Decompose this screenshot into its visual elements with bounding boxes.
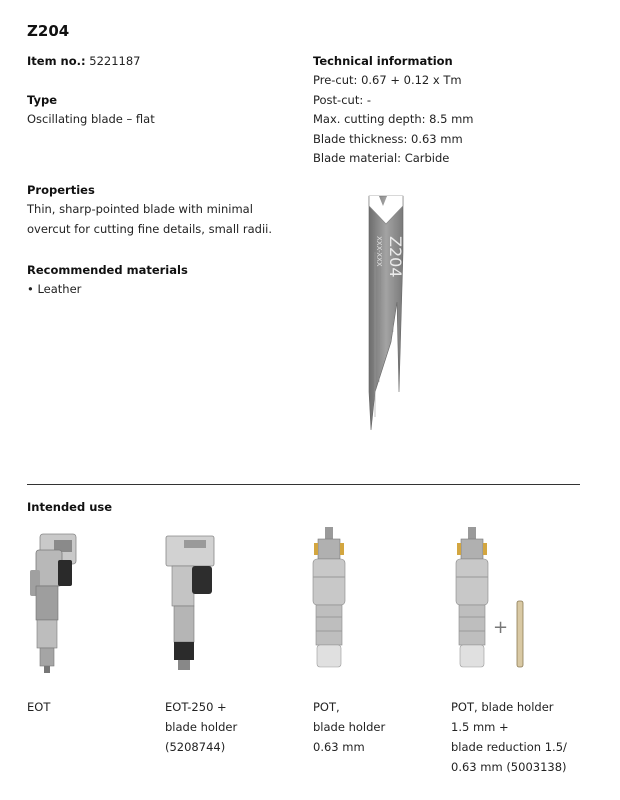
caption-line: 1.5 mm + — [451, 720, 509, 734]
tech-info-line: Max. cutting depth: 8.5 mm — [313, 112, 474, 126]
tech-info-line: Blade thickness: 0.63 mm — [313, 132, 463, 146]
caption-line: blade holder — [313, 720, 386, 734]
tech-info-line: Pre-cut: 0.67 + 0.12 x Tm — [313, 73, 462, 87]
caption-line: POT, blade holder — [451, 700, 554, 714]
tool-caption-pot — [313, 697, 385, 757]
eot-tool-icon — [22, 530, 82, 675]
properties-line: overcut for cutting fine details, small radii. — [27, 222, 272, 236]
caption-line: 0.63 mm — [313, 740, 365, 754]
pot-blade-reduction-icon — [447, 525, 537, 675]
tool-caption-pot-blade-reduction — [451, 697, 567, 777]
type-value: Oscillating blade – flat — [27, 112, 155, 126]
item-number-label: Item no.: — [27, 54, 86, 68]
svg-text:+: + — [493, 617, 509, 638]
item-number — [27, 52, 141, 71]
caption-line: EOT — [27, 700, 51, 714]
properties-line: Thin, sharp-pointed blade with minimal — [27, 202, 253, 216]
caption-line: EOT-250 + — [165, 700, 227, 714]
recommended-materials-heading: Recommended materials — [27, 263, 188, 277]
eot-250-tool-icon — [162, 530, 222, 675]
technical-information-heading: Technical information — [313, 54, 453, 68]
tech-info-line: Blade material: Carbide — [313, 151, 450, 165]
caption-line: blade holder — [165, 720, 238, 734]
blade-engraving-main: Z204 — [386, 236, 405, 278]
caption-line: blade reduction 1.5/ — [451, 740, 567, 754]
caption-line: (5208744) — [165, 740, 226, 754]
item-number-value: 5221187 — [89, 54, 141, 68]
caption-line: 0.63 mm (5003138) — [451, 760, 567, 774]
intended-use-heading: Intended use — [27, 500, 113, 514]
section-divider — [27, 484, 580, 485]
tool-caption-eot-250 — [165, 697, 237, 757]
blade-engraving-sub: XXX-XXX — [375, 236, 383, 267]
caption-line: POT, — [313, 700, 340, 714]
properties-heading: Properties — [27, 183, 95, 197]
tech-info-line: Post-cut: - — [313, 93, 372, 107]
pot-tool-icon — [304, 525, 354, 675]
page-title: Z204 — [27, 22, 70, 40]
material-item: • Leather — [27, 282, 82, 296]
tool-caption-eot — [27, 697, 50, 717]
blade-image — [355, 192, 425, 437]
type-heading: Type — [27, 93, 58, 107]
